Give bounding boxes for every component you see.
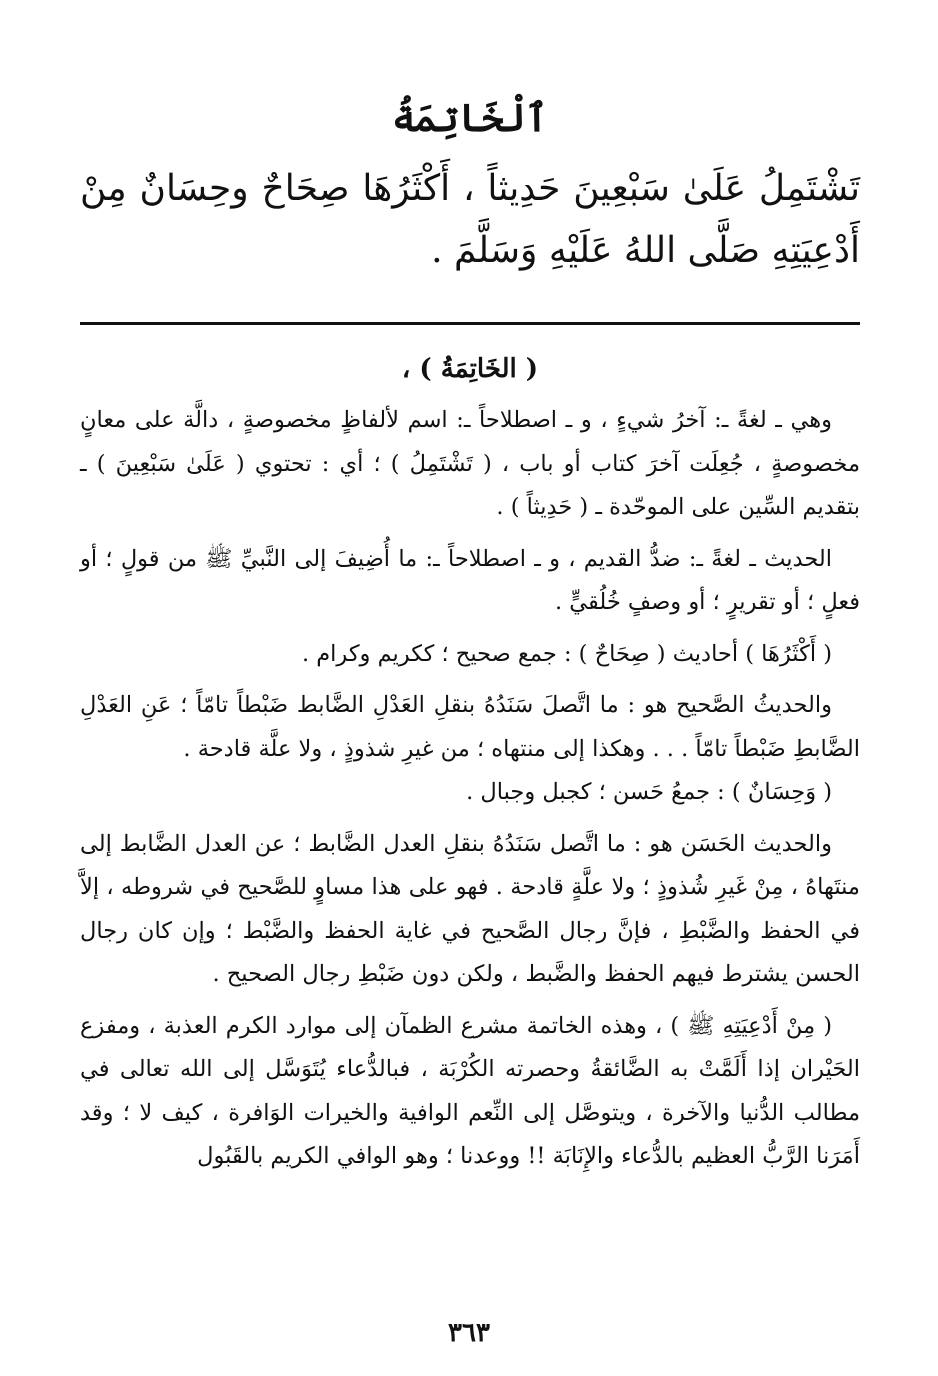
chapter-title: ٱلْخَاتِمَةُ	[392, 95, 548, 140]
commentary-paragraph: ( مِنْ أَدْعِيَتِهِ ﷺ ) ، وهذه الخاتمة مشرع الظمآن إلى موارد الكرم العذبة ، ومفزع الحَيْران إذا أَلَمَّتْ به الضَّائقةُ وحصرته الكُرْبَة ، فبالدُّعاء يُتَوَسَّل إلى الله تعالى في مطالب الدُّنيا والآخرة ، ويتوصَّل إلى النِّعم الوافية والخيرات الوَافرة ، كيف لا ؛ وقد أَمَرَنا الرَّبُّ العظيم بالدُّعاء والإِنَابَة !! ووعدنا ؛ وهو الوافي الكريم بالقَبُول	[80, 1012, 860, 1169]
separator-rule	[80, 322, 860, 325]
commentary-subtitle: ( الخَاتِمَةُ ) ،	[401, 354, 539, 384]
commentary-paragraph: والحديث الحَسَن هو : ما اتَّصل سَنَدُهُ بنقلِ العدل الضَّابط ؛ عن العدل الضَّابط إلى منتَهاهُ ، مِنْ غَيرِ شُذوذٍ ؛ ولا علَّةٍ قادحة . فهو على هذا مساوٍ للصَّحيح في شروطه ، إلاَّ في الحفظ والضَّبْطِ ، فإنَّ رجال الصَّحيح في غاية الحفظ والضَّبْط ؛ وإن كان رجال الحسن يشترط فيهم الحفظ والضَّبط ، ولكن دون ضَبْطِ رجال الصحيح .	[80, 830, 860, 987]
commentary-paragraph: والحديثُ الصَّحيح هو : ما اتَّصلَ سَنَدُهُ بنقلِ العَدْلِ الضَّابط ضَبْطاً تامّاً ؛ عَنِ العَدْلِ الضَّابطِ ضَبْطاً تامّاً . . . وهكذا إلى منتهاه ؛ من غيرِ شذوذٍ ، ولا علَّة قادحة .	[80, 692, 860, 762]
commentary-paragraph: وهي ـ لغةً ـ: آخرُ شيءٍ ، و ـ اصطلاحاً ـ: اسم لألفاظٍ مخصوصةٍ ، دالَّة على معانٍ مخصوصةٍ ، جُعِلَت آخرَ كتاب أو باب ، ( تَشْتَمِلُ ) ؛ أي : تحتوي ( عَلَىٰ سَبْعِينَ ) ـ بتقديم السِّين على الموحّدة ـ ( حَدِيثاً ) .	[80, 407, 860, 520]
commentary-paragraph: الحديث ـ لغةً ـ: ضدُّ القديم ، و ـ اصطلاحاً ـ: ما أُضِيفَ إلى النَّبيِّ ﷺ من قولٍ ؛ أو فعلٍ ؛ أو تقريرٍ ؛ أو وصفٍ خُلُقيٍّ .	[80, 545, 860, 615]
commentary-paragraph: ( أَكْثَرُهَا ) أحاديث ( صِحَاحٌ ) : جمع صحيح ؛ ككريم وكرام .	[301, 640, 832, 667]
commentary-paragraph: ( وَحِسَانٌ ) : جمعُ حَسن ؛ كجبل وجبال .	[466, 779, 832, 805]
page-number: ٣٦٣	[448, 1318, 490, 1348]
matn-text: تَشْتَمِلُ عَلَىٰ سَبْعِينَ حَدِيثاً ، أَكْثَرُهَا صِحَاحٌ وحِسَانٌ مِنْ أَدْعِيَتِهِ صَلَّى اللهُ عَلَيْهِ وَسَلَّمَ .	[80, 168, 860, 271]
